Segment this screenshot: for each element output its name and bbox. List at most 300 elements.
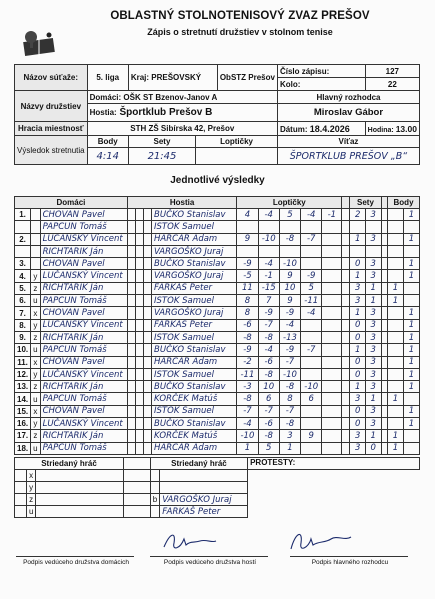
- home-points: [388, 331, 404, 343]
- away-sets: 1: [365, 393, 381, 405]
- set-4-balls: 6: [301, 393, 322, 405]
- result-winner-header: Víťaz: [277, 136, 419, 148]
- set-5-balls: [322, 381, 342, 393]
- away-player-letter: [143, 381, 151, 393]
- document-title: OBLASTNÝ STOLNOTENISOVÝ ZVAZ PREŠOV: [110, 10, 370, 22]
- home-sets: 3: [350, 295, 366, 307]
- home-points: [388, 381, 404, 393]
- home-player: CHOVAN Pavel: [40, 209, 127, 221]
- away-sets: 3: [365, 344, 381, 356]
- set-4-balls: -9: [301, 270, 322, 282]
- sub-spacer: [123, 494, 150, 506]
- result-row: [15, 393, 420, 405]
- away-sets: 3: [365, 209, 381, 221]
- set-5-balls: [322, 405, 342, 417]
- set-4-balls: [301, 258, 322, 270]
- set-3-balls: -7: [279, 405, 300, 417]
- away-player-letter: [143, 442, 151, 454]
- away-points: 1: [403, 405, 419, 417]
- away-player: VARGOŠKO Juraj: [152, 270, 237, 282]
- away-sets: 3: [365, 356, 381, 368]
- away-player: BUČKO Stanislav: [152, 418, 237, 430]
- away-substitute-letter: [150, 506, 159, 518]
- results-body: [15, 209, 420, 455]
- set-2-balls: -9: [258, 307, 279, 319]
- away-player: VARGOŠKO Juraj: [152, 245, 237, 257]
- home-score-a: [127, 258, 135, 270]
- away-points: 1: [403, 356, 419, 368]
- set-2-balls: -7: [258, 319, 279, 331]
- away-sets: 3: [365, 418, 381, 430]
- home-sets: 1: [350, 233, 366, 245]
- home-score-b: [135, 393, 143, 405]
- home-points: 1: [388, 393, 404, 405]
- substitute-row: [15, 494, 420, 506]
- home-player: PAPCUN Tomáš: [40, 221, 127, 233]
- home-player-letter: y: [31, 368, 40, 380]
- home-sets: [350, 245, 366, 257]
- set-3-balls: 10: [279, 282, 300, 294]
- result-row: [15, 270, 420, 282]
- set-5-balls: [322, 442, 342, 454]
- home-player: CHOVAN Pavel: [40, 307, 127, 319]
- away-player-letter: [143, 221, 151, 233]
- result-row: [15, 381, 420, 393]
- away-points: [403, 295, 419, 307]
- home-substitute-letter: y: [26, 482, 35, 494]
- home-points: [388, 319, 404, 331]
- result-balls-value: [196, 148, 278, 165]
- result-row: [15, 282, 420, 294]
- venue-label: Hracia miestnosť: [15, 122, 88, 136]
- set-5-balls: [322, 270, 342, 282]
- away-points: 1: [403, 307, 419, 319]
- home-player: PAPCUN Tomáš: [40, 295, 127, 307]
- head-referee-label: Hlavný rozhodca: [277, 91, 419, 104]
- result-row: [15, 344, 420, 356]
- set-5-balls: [322, 344, 342, 356]
- home-sets: 1: [350, 307, 366, 319]
- spacer: [342, 282, 350, 294]
- set-3-balls: -9: [279, 307, 300, 319]
- home-player: LUČANSKÝ Vincent: [40, 418, 127, 430]
- match-number: 11.: [15, 356, 31, 368]
- home-sets: 0: [350, 331, 366, 343]
- home-score-b: [135, 368, 143, 380]
- spacer: [342, 356, 350, 368]
- away-points: [403, 282, 419, 294]
- set-4-balls: -11: [301, 295, 322, 307]
- set-2-balls: 10: [258, 381, 279, 393]
- competition-value: 5. liga: [87, 65, 128, 91]
- set-2-balls: -6: [258, 418, 279, 430]
- away-sets: [365, 221, 381, 233]
- set-2-balls: -6: [258, 356, 279, 368]
- home-substitute-header: Striedaný hráč: [15, 458, 124, 470]
- home-points: [388, 356, 404, 368]
- away-player: VARGOŠKO Juraj: [152, 307, 237, 319]
- set-4-balls: -10: [301, 381, 322, 393]
- set-4-balls: [301, 368, 322, 380]
- time-label: Hodina:: [367, 126, 394, 134]
- away-sets: 3: [365, 258, 381, 270]
- set-3-balls: [279, 221, 300, 233]
- home-sets: 3: [350, 282, 366, 294]
- set-4-balls: [301, 221, 322, 233]
- away-player-letter: [143, 307, 151, 319]
- match-number: 6.: [15, 295, 31, 307]
- home-player-letter: y: [31, 319, 40, 331]
- referee-signature: [285, 527, 355, 555]
- set-1-balls: -9: [237, 344, 258, 356]
- match-number: 8.: [15, 319, 31, 331]
- away-player-letter: [143, 331, 151, 343]
- time-field: [365, 122, 419, 136]
- set-1-balls: -3: [237, 381, 258, 393]
- home-sets: 0: [350, 368, 366, 380]
- away-captain-signature-label: Podpis vedúceho družstva hostí: [163, 559, 257, 566]
- date-value: 18.4.2026: [309, 123, 350, 134]
- home-player-letter: [31, 233, 40, 245]
- home-points: [388, 245, 404, 257]
- set-5-balls: [322, 307, 342, 319]
- away-player-letter: [143, 368, 151, 380]
- home-player: LUČANSKÝ Vincent: [40, 319, 127, 331]
- away-substitute: [160, 482, 248, 494]
- set-4-balls: 9: [301, 430, 322, 442]
- set-4-balls: [301, 442, 322, 454]
- away-sets: 1: [365, 430, 381, 442]
- away-player: HARČÁR Adam: [152, 233, 237, 245]
- teams-label: Názvy družstiev: [15, 91, 88, 122]
- result-row: [15, 442, 420, 454]
- away-points: 1: [403, 344, 419, 356]
- substitute-row: [15, 470, 420, 482]
- col-sets-header: Sety: [350, 197, 381, 209]
- sub-spacer: [15, 506, 27, 518]
- home-substitute: [36, 482, 124, 494]
- home-points: 1: [388, 282, 404, 294]
- set-4-balls: [301, 245, 322, 257]
- away-player-letter: [143, 393, 151, 405]
- home-score-a: [127, 319, 135, 331]
- away-player: KORČEK Matúš: [152, 393, 237, 405]
- spacer: [342, 270, 350, 282]
- col-points-header: Body: [388, 197, 420, 209]
- set-4-balls: [301, 356, 322, 368]
- home-sets: 0: [350, 258, 366, 270]
- home-score-b: [135, 233, 143, 245]
- away-player-letter: [143, 430, 151, 442]
- home-player-letter: z: [31, 430, 40, 442]
- away-label: Hostia:: [89, 108, 117, 117]
- substitutes-body: [15, 470, 420, 518]
- away-player-letter: [143, 418, 151, 430]
- set-1-balls: -6: [237, 319, 258, 331]
- away-player: FARKAŠ Peter: [152, 319, 237, 331]
- set-3-balls: -10: [279, 258, 300, 270]
- away-points: 1: [403, 209, 419, 221]
- set-1-balls: 9: [237, 233, 258, 245]
- away-sets: 3: [365, 381, 381, 393]
- home-team-field: [87, 91, 277, 104]
- away-points: [403, 430, 419, 442]
- home-player-letter: y: [31, 270, 40, 282]
- away-substitute-letter: b: [150, 494, 159, 506]
- away-sets: 3: [365, 331, 381, 343]
- away-player-letter: [143, 405, 151, 417]
- away-sets: 1: [365, 295, 381, 307]
- away-player-letter: [143, 295, 151, 307]
- away-substitute: [160, 470, 248, 482]
- sub-spacer: [15, 482, 27, 494]
- header: [90, 10, 390, 37]
- away-player: HARČÁR Adam: [152, 356, 237, 368]
- spacer: [342, 393, 350, 405]
- set-4-balls: [301, 405, 322, 417]
- match-number: 7.: [15, 307, 31, 319]
- time-value: 13.00: [395, 123, 417, 134]
- round-label: Kolo:: [277, 78, 365, 91]
- home-substitute: [36, 470, 124, 482]
- home-team-name: OŠK ST Bzenov-Janov A: [123, 92, 218, 102]
- away-sets: 3: [365, 319, 381, 331]
- away-sets: 0: [365, 442, 381, 454]
- home-score-b: [135, 344, 143, 356]
- home-score-a: [127, 405, 135, 417]
- home-substitute-letter: u: [26, 506, 35, 518]
- set-5-balls: [322, 393, 342, 405]
- home-player: CHOVAN Pavel: [40, 356, 127, 368]
- record-number-label: Číslo zápisu:: [277, 65, 365, 78]
- protests-label: PROTESTY:: [250, 458, 296, 467]
- region-label: Kraj: PREŠOVSKÝ: [128, 65, 217, 91]
- home-points: [388, 258, 404, 270]
- set-3-balls: -8: [279, 233, 300, 245]
- sub-spacer: [123, 482, 150, 494]
- spacer: [342, 331, 350, 343]
- home-sets: 1: [350, 381, 366, 393]
- set-5-balls: [322, 258, 342, 270]
- result-row: [15, 319, 420, 331]
- home-label: Domáci:: [89, 92, 122, 102]
- set-5-balls: [322, 245, 342, 257]
- set-3-balls: -8: [279, 418, 300, 430]
- match-number: 12.: [15, 368, 31, 380]
- away-player-letter: [143, 344, 151, 356]
- date-label: Dátum:: [279, 124, 308, 134]
- home-score-b: [135, 430, 143, 442]
- set-3-balls: 5: [279, 209, 300, 221]
- union-label: ObSTZ Prešov: [217, 65, 277, 91]
- home-score-b: [135, 307, 143, 319]
- result-row: [15, 245, 420, 257]
- away-player-letter: [143, 319, 151, 331]
- away-player: ISTOK Samuel: [152, 221, 237, 233]
- set-4-balls: [301, 331, 322, 343]
- home-score-a: [127, 295, 135, 307]
- set-2-balls: -7: [258, 405, 279, 417]
- set-1-balls: -8: [237, 393, 258, 405]
- away-sets: 3: [365, 307, 381, 319]
- away-player: HARČÁR Adam: [152, 442, 237, 454]
- home-points: [388, 270, 404, 282]
- set-5-balls: [322, 233, 342, 245]
- home-player-letter: [31, 221, 40, 233]
- home-player-letter: u: [31, 295, 40, 307]
- set-4-balls: -7: [301, 344, 322, 356]
- result-points-value: 4:14: [87, 148, 128, 165]
- match-number: 5.: [15, 282, 31, 294]
- away-player: BUČKO Stanislav: [152, 209, 237, 221]
- away-player: ISTOK Samuel: [152, 405, 237, 417]
- home-score-b: [135, 319, 143, 331]
- spacer: [342, 221, 350, 233]
- result-row: [15, 295, 420, 307]
- result-sets-header: Sety: [128, 136, 195, 148]
- home-captain-signature-label: Podpis vedúceho družstva domácich: [23, 559, 129, 566]
- set-2-balls: 5: [258, 442, 279, 454]
- set-3-balls: -4: [279, 319, 300, 331]
- document-subtitle: Zápis o stretnutí družstiev v stolnom tenise: [147, 27, 333, 37]
- result-sets-value: 21:45: [128, 148, 195, 165]
- result-balls-header: Loptičky: [196, 136, 278, 148]
- home-score-a: [127, 282, 135, 294]
- set-3-balls: 8: [279, 393, 300, 405]
- away-player-letter: [143, 233, 151, 245]
- individual-results-table: [14, 196, 420, 455]
- match-number: [15, 221, 31, 233]
- home-score-a: [127, 233, 135, 245]
- home-player-letter: u: [31, 393, 40, 405]
- away-sets: 3: [365, 368, 381, 380]
- home-sets: 3: [350, 442, 366, 454]
- set-3-balls: -9: [279, 344, 300, 356]
- home-player-letter: x: [31, 405, 40, 417]
- set-3-balls: [279, 245, 300, 257]
- away-points: 1: [403, 319, 419, 331]
- result-points-header: Body: [87, 136, 128, 148]
- home-score-a: [127, 270, 135, 282]
- section-title: Jednotlivé výsledky: [170, 175, 265, 186]
- away-substitute-letter: [150, 470, 159, 482]
- result-row: [15, 233, 420, 245]
- set-3-balls: 9: [279, 270, 300, 282]
- home-points: [388, 368, 404, 380]
- set-2-balls: -1: [258, 270, 279, 282]
- home-points: 1: [388, 430, 404, 442]
- away-sets: 3: [365, 233, 381, 245]
- home-player-letter: z: [31, 381, 40, 393]
- spacer: [342, 209, 350, 221]
- set-1-balls: -10: [237, 430, 258, 442]
- result-row: [15, 209, 420, 221]
- away-player: FARKAŠ Peter: [152, 282, 237, 294]
- home-score-b: [135, 442, 143, 454]
- set-5-balls: [322, 418, 342, 430]
- home-sets: 3: [350, 393, 366, 405]
- set-1-balls: -9: [237, 258, 258, 270]
- spacer: [342, 307, 350, 319]
- away-player-letter: [143, 270, 151, 282]
- spacer: [342, 258, 350, 270]
- match-number: 1.: [15, 209, 31, 221]
- date-field: [277, 122, 365, 136]
- away-player-letter: [143, 356, 151, 368]
- substitute-row: [15, 506, 420, 518]
- set-1-balls: -11: [237, 368, 258, 380]
- home-player: RICHTARIK Ján: [40, 282, 127, 294]
- match-number: 16.: [15, 418, 31, 430]
- away-substitute-letter: [150, 482, 159, 494]
- home-player-letter: [31, 245, 40, 257]
- home-sets: 2: [350, 209, 366, 221]
- set-1-balls: -8: [237, 331, 258, 343]
- set-4-balls: [301, 319, 322, 331]
- set-5-balls: [322, 295, 342, 307]
- home-score-a: [127, 418, 135, 430]
- home-substitute-letter: z: [26, 494, 35, 506]
- home-player-letter: [31, 258, 40, 270]
- result-row: [15, 307, 420, 319]
- home-score-a: [127, 307, 135, 319]
- set-5-balls: -1: [322, 209, 342, 221]
- home-points: 1: [388, 295, 404, 307]
- away-sets: 1: [365, 282, 381, 294]
- set-3-balls: -13: [279, 331, 300, 343]
- home-points: [388, 405, 404, 417]
- home-score-a: [127, 331, 135, 343]
- result-row: [15, 221, 420, 233]
- spacer: [342, 405, 350, 417]
- sub-spacer: [15, 494, 27, 506]
- away-player: BUČKO Stanislav: [152, 258, 237, 270]
- home-score-b: [135, 356, 143, 368]
- match-number: 4.: [15, 270, 31, 282]
- set-2-balls: -8: [258, 430, 279, 442]
- set-1-balls: -7: [237, 405, 258, 417]
- home-score-a: [127, 209, 135, 221]
- home-points: [388, 209, 404, 221]
- home-player-letter: z: [31, 331, 40, 343]
- set-4-balls: -4: [301, 307, 322, 319]
- away-points: 1: [403, 270, 419, 282]
- col-home-header: Domáci: [15, 197, 128, 209]
- set-5-balls: [322, 319, 342, 331]
- away-points: 1: [403, 368, 419, 380]
- away-sets: 3: [365, 405, 381, 417]
- away-player: BUČKO Stanislav: [152, 381, 237, 393]
- home-player-letter: x: [31, 307, 40, 319]
- spacer: [342, 344, 350, 356]
- home-score-a: [127, 221, 135, 233]
- venue-value: STH ZŠ Sibírska 42, Prešov: [87, 122, 277, 136]
- home-substitute: [36, 494, 124, 506]
- home-player-letter: u: [31, 344, 40, 356]
- home-sets: 0: [350, 356, 366, 368]
- set-3-balls: -8: [279, 381, 300, 393]
- away-substitute-header: Striedaný hráč: [150, 458, 247, 470]
- spacer: [342, 381, 350, 393]
- set-2-balls: 7: [258, 295, 279, 307]
- home-score-a: [127, 393, 135, 405]
- away-player-letter: [143, 245, 151, 257]
- home-points: 1: [388, 442, 404, 454]
- protests-field[interactable]: [248, 458, 420, 470]
- home-player-letter: z: [31, 282, 40, 294]
- home-player-letter: y: [31, 418, 40, 430]
- home-player-letter: u: [31, 442, 40, 454]
